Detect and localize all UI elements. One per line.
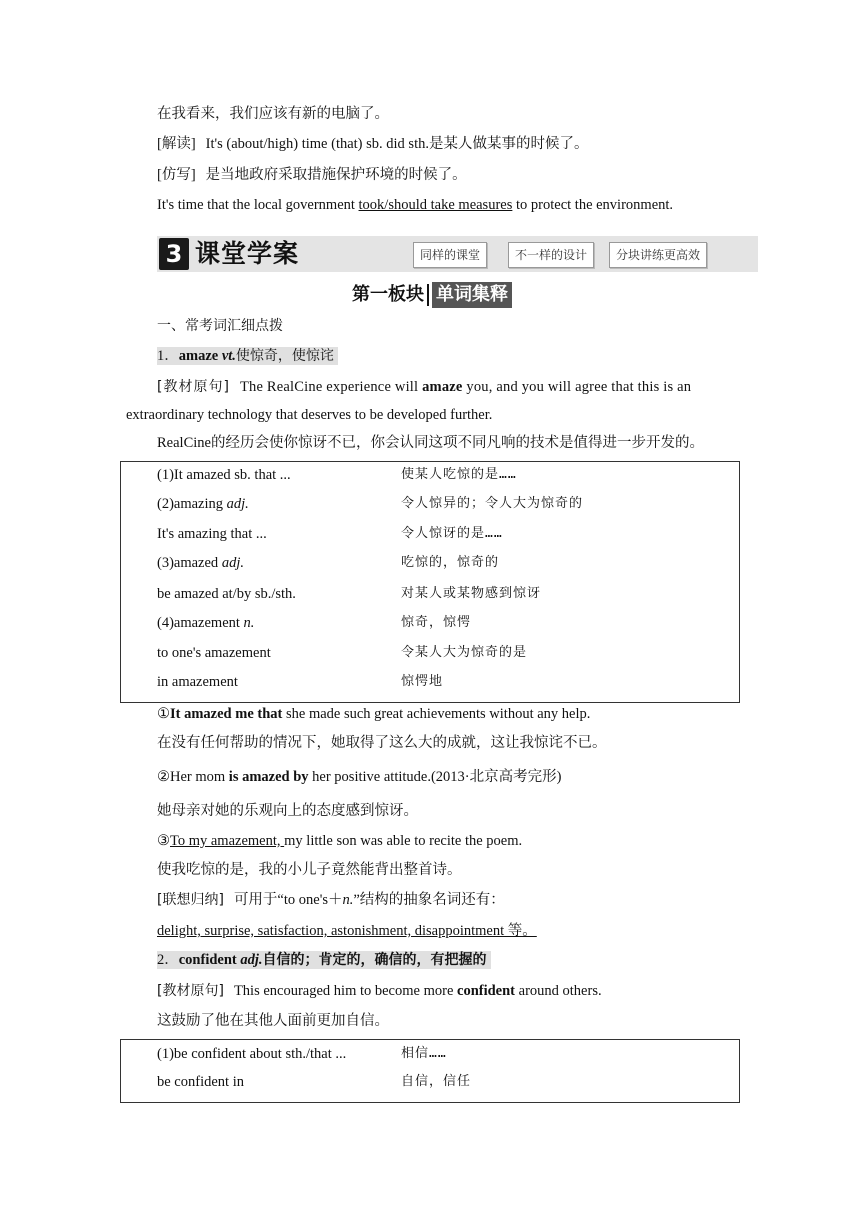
- banner-title: 课堂学案: [195, 239, 300, 268]
- example-3-blank: To my amazement,: [170, 833, 285, 849]
- jiedu-label: [解读]: [157, 136, 196, 152]
- word1-translation: RealCine的经历会使你惊讶不已，你会认同这项不同凡响的技术是值得进一步开发的。: [157, 435, 704, 451]
- example-2-pre: Her mom: [170, 769, 229, 785]
- word2-meaning: 自信的；肯定的，确信的，有把握的: [262, 952, 487, 968]
- source-post: you, and you will agree that this is an: [462, 379, 692, 395]
- section-heading-plain: 第一板块: [352, 284, 424, 305]
- word2-num: 2．: [157, 952, 179, 968]
- lianxiang-label: [联想归纳]: [157, 892, 224, 908]
- example-3-cn: 使我吃惊的是，我的小儿子竟然能背出整首诗。: [157, 862, 462, 878]
- example-3: [157, 831, 522, 851]
- example-2-bold: is amazed by: [228, 769, 309, 785]
- word2-source-bold: confident: [457, 983, 516, 999]
- word1-num: 1．: [157, 348, 179, 364]
- intro-fangxie: [157, 165, 467, 185]
- word1-word: amaze: [178, 348, 219, 364]
- word1-heading: [157, 346, 338, 366]
- example-1-rest: she made such great achievements without any help.: [282, 706, 591, 722]
- lianxiang-answer: delight, surprise, satisfaction, astonishment, disappointment 等。: [157, 923, 537, 939]
- banner-tag-efficient: 分块讲练更高效: [609, 242, 707, 268]
- example-3-rest: my little son was able to recite the poem.: [284, 833, 523, 849]
- answer-blank: took/should take measures: [358, 197, 513, 213]
- source-bold: amaze: [422, 379, 463, 395]
- word2-source-post: around others.: [515, 983, 602, 999]
- answer-pre: It's time that the local government: [157, 197, 359, 213]
- example-2-num: ②: [157, 769, 170, 785]
- example-2: [157, 767, 561, 787]
- example-2-rest: her positive attitude.(2013·北京高考完形): [308, 769, 562, 785]
- word1-source: [157, 377, 691, 397]
- section-heading-boxed: 单词集释: [432, 282, 512, 308]
- example-2-cn: 她母亲对她的乐观向上的态度感到惊讶。: [157, 803, 418, 819]
- lesson-banner: [157, 236, 758, 272]
- banner-tag-same-class: 同样的课堂: [413, 242, 487, 268]
- part1-heading: 一、常考词汇细点拨: [157, 318, 283, 334]
- lianxiang-post: ”结构的抽象名词还有：: [353, 892, 505, 908]
- answer-post: to protect the environment.: [512, 197, 674, 213]
- banner-tag-different-design: 不一样的设计: [508, 242, 594, 268]
- section-heading-divider: [427, 284, 429, 306]
- example-1-num: ①: [157, 706, 170, 722]
- word1-meaning: 使惊奇，使惊诧: [235, 348, 334, 364]
- word2-pos: adj.: [240, 952, 263, 968]
- banner-number-badge: 3: [159, 238, 189, 270]
- section-heading: [352, 282, 512, 308]
- source-label: [教材原句]: [157, 379, 230, 395]
- lianxiang-line: [157, 890, 505, 910]
- jiedu-text: It's (about/high) time (that) sb. did sth.是某人做某事的时候了。: [205, 136, 589, 152]
- word1-source-line2: extraordinary technology that deserves to be developed further.: [126, 407, 493, 423]
- source-pre: The RealCine experience will: [239, 379, 423, 395]
- intro-fangxie-answer: [157, 195, 673, 215]
- lianxiang-pre: 可用于“to one's＋: [233, 892, 343, 908]
- word1-pos: vt.: [221, 348, 236, 364]
- word2-source: [157, 981, 602, 1001]
- example-1-bold: It amazed me that: [170, 706, 283, 722]
- intro-cn-sentence: 在我看来，我们应该有新的电脑了。: [157, 106, 389, 122]
- word2-source-pre: This encouraged him to become more: [233, 983, 458, 999]
- word1-usage-table: (1)It amazed sb. that ... 使某人吃惊的是…… (2)amazing adj. 令人惊异的；令人大为惊奇的 It's amazing that ... 令人惊讶的是…… (3)amazed adj. 吃惊的，惊奇的 be amazed at/by sb./sth. 对某人或某物感到惊讶 (4)amazement n. 惊奇，惊愕 to one's amazement 令某人大为惊奇的是 in amazement 惊愕地: [120, 461, 740, 703]
- word2-source-label: [教材原句]: [157, 983, 224, 999]
- example-1-cn: 在没有任何帮助的情况下，她取得了这么大的成就，这让我惊诧不已。: [157, 735, 607, 751]
- fangxie-text: 是当地政府采取措施保护环境的时候了。: [205, 167, 467, 183]
- example-1: [157, 704, 590, 724]
- word2-translation: 这鼓励了他在其他人面前更加自信。: [157, 1013, 389, 1029]
- word2-heading: [157, 950, 491, 970]
- example-3-num: ③: [157, 833, 170, 849]
- lianxiang-italic: n.: [342, 892, 354, 908]
- word2-word: confident: [178, 952, 237, 968]
- intro-jiedu: [157, 134, 588, 154]
- word2-usage-table: (1)be confident about sth./that ... 相信…… be confident in 自信，信任: [120, 1039, 740, 1103]
- fangxie-label: [仿写]: [157, 167, 196, 183]
